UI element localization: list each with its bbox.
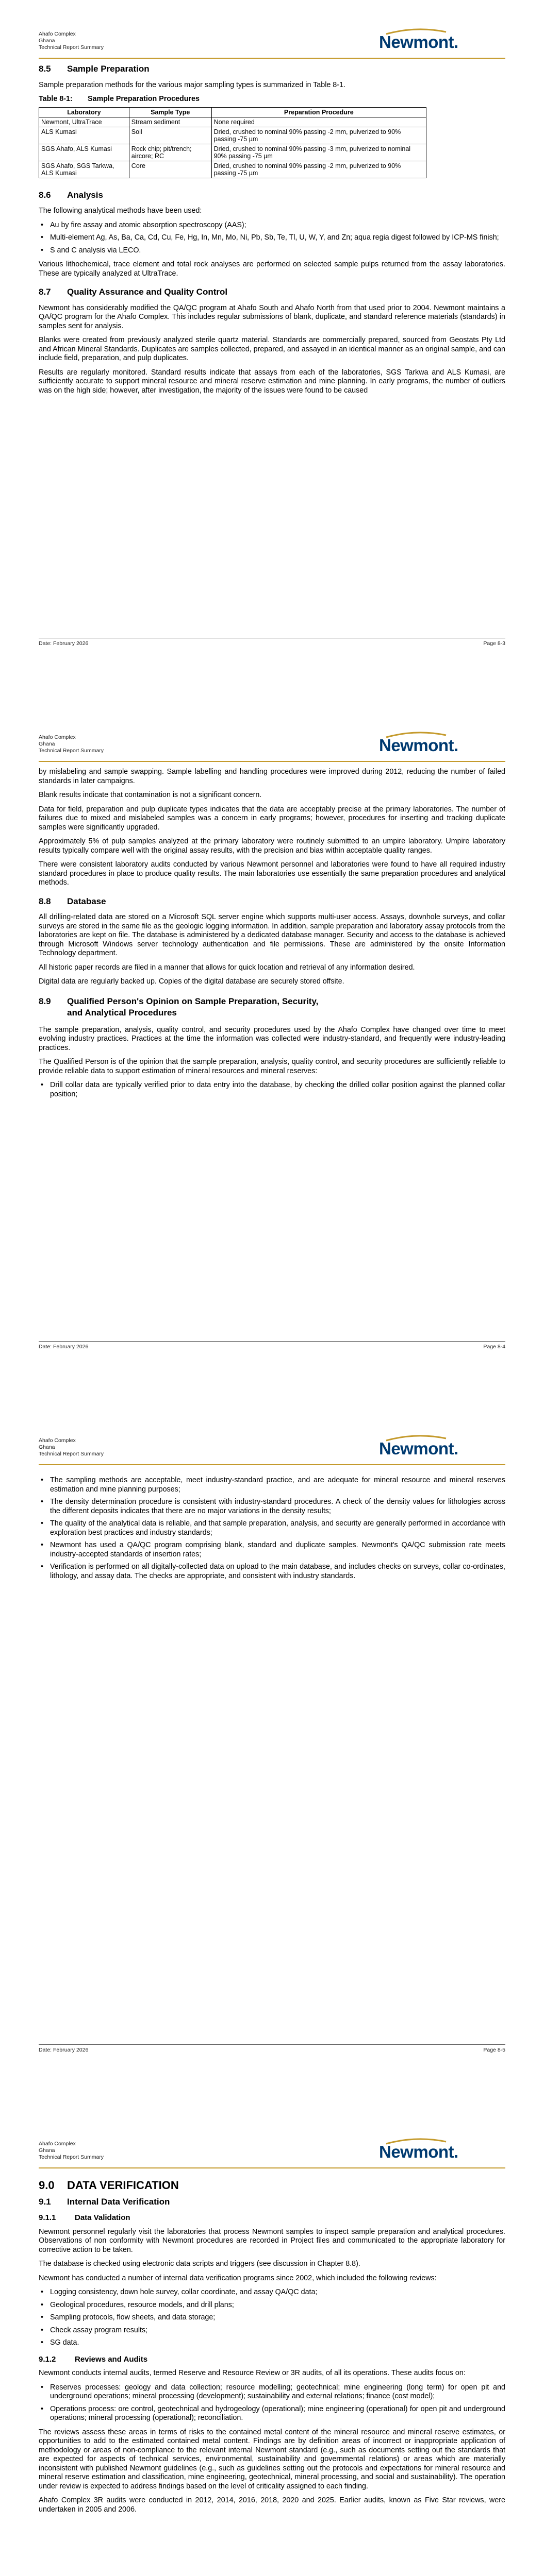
page-9-1 (0, 2110, 544, 2576)
list-item: • The sampling methods are acceptable, meet industry-standard practice, and are adequate for mineral resource and mineral reserves estimation and mine planning purposes; (39, 1476, 505, 1494)
newmont-logo: Newmont. (379, 736, 458, 755)
bullet-list (39, 221, 505, 256)
table-row: ALS Kumasi Soil Dried, crushed to nominal 90% passing -2 mm, pulverized to 90% passing -75 µm (39, 127, 426, 144)
paragraph: The sample preparation, analysis, quality control, and security procedures used by the Ahafo Complex have changed over time to meet evolving industry practices. Practices at the time the information was collected were industry-standard, and frequently were industry-leading practices. (39, 1025, 505, 1052)
page-content (39, 1476, 505, 1586)
bullet-list (39, 1081, 505, 1099)
paragraph: Newmont personnel regularly visit the laboratories that process Newmont samples to inspect sample preparation and analytical procedures. Observations of non conformity with Newmont procedures are recorded in Project files and communicated to the appropriate laboratory for corrective action to be taken. (39, 2227, 505, 2254)
paragraph: Data for field, preparation and pulp duplicate types indicates that the data are acceptably precise at the primary laboratories. The number of failures due to mixed and mislabeled samples was a concern in early programs; however, procedures for inserting and tracking duplicate samples were significantly upgraded. (39, 805, 505, 832)
list-item: • Newmont has used a QA/QC program comprising blank, standard and duplicate samples. Newmont's QA/QC submission rate meets industry-accepted standards of insertion rates; (39, 1541, 505, 1559)
logo-swoosh-icon (385, 1434, 447, 1442)
list-item: • Drill collar data are typically verified prior to data entry into the database, by checking the drilled collar position against the planned collar position; (39, 1081, 505, 1099)
footer-date: Date: February 2026 (39, 2047, 89, 2053)
footer-rule (39, 2044, 505, 2045)
logo-swoosh-icon (385, 731, 447, 738)
subsection-heading: 9.1.1 Data Validation (39, 2213, 130, 2222)
list-item: • Geological procedures, resource models, and drill plans; (39, 2301, 505, 2310)
list-item: • Verification is performed on all digitally-collected data on upload to the main database, and includes checks on surveys, collar co-ordinates, lithology, and assay data. The checks are appropriate, and consistent with industry standards. (39, 1563, 505, 1581)
paragraph: Results are regularly monitored. Standard results indicate that assays from each of the laboratories, SGS Tarkwa and ALS Kumasi, are sufficiently accurate to support mineral resource and mineral reserve estimation and mine planning. In early programs, the number of outliers was on the high side; however, after investigation, the majority of the issues were found to be caused (39, 368, 505, 395)
section-heading: 8.9 Qualified Person's Opinion on Sample Preparation, Security, and Analytical Procedures (39, 996, 319, 1018)
paragraph: All historic paper records are filed in a manner that allows for quick location and retrieval of any information desired. (39, 963, 415, 972)
page-number: Page 8-4 (483, 1344, 505, 1350)
bullet-list (39, 1476, 505, 1581)
paragraph: by mislabeling and sample swapping. Sample labelling and handling procedures were improved during 2012, reducing the number of failed standards in later campaigns. (39, 768, 505, 785)
list-item: • Au by fire assay and atomic absorption spectroscopy (AAS); (39, 221, 505, 230)
list-item: • Logging consistency, down hole survey, collar coordinate, and assay QA/QC data; (39, 2288, 505, 2297)
section-heading: 9.1 Internal Data Verification (39, 2196, 170, 2207)
table-caption: Table 8-1: Sample Preparation Procedures (39, 95, 200, 103)
list-item: • Multi-element Ag, As, Ba, Ca, Cd, Cu, Fe, Hg, In, Mn, Mo, Ni, Pb, Sb, Te, Tl, U, W, Y, and Zn; aqua regia digest followed by ICP-MS finish; (39, 233, 505, 243)
page-header-text: Ahafo Complex Ghana Technical Report Summary (39, 734, 104, 754)
header-rule (39, 58, 505, 59)
page-header-text: Ahafo Complex Ghana Technical Report Summary (39, 2141, 104, 2160)
list-item: • Reserves processes: geology and data collection; resource modelling; geotechnical; mine engineering (long term) for open pit and underground operations; mineral processing (development); sustainability and external relations; finance (cost model); (39, 2383, 505, 2401)
newmont-logo: Newmont. (379, 32, 458, 52)
paragraph: Newmont conducts internal audits, termed Reserve and Resource Review or 3R audits, of all its operations. These audits focus on: (39, 2369, 466, 2377)
paragraph: Digital data are regularly backed up. Copies of the digital database are securely stored offsite. (39, 977, 344, 986)
subsection-heading: 9.1.2 Reviews and Audits (39, 2354, 148, 2364)
page-8-5 (0, 1406, 544, 2110)
header-rule (39, 2167, 505, 2168)
page-8-4 (0, 703, 544, 1406)
paragraph: Blanks were created from previously analyzed sterile quartz material. Standards are commercially prepared, sourced from Geostats Pty Ltd and African Mineral Standards. Duplicates are samples collected, prepared, and assayed in an identical manner as an original sample, and can include field, preparation, and pulp duplicates. (39, 336, 505, 362)
list-item: • Sampling protocols, flow sheets, and data storage; (39, 2313, 505, 2323)
paragraph: The Qualified Person is of the opinion that the sample preparation, analysis, quality control, and security procedures are sufficiently reliable to provide reliable data to support estimation of mineral resources and mineral reserves: (39, 1058, 505, 1075)
footer-date: Date: February 2026 (39, 1344, 89, 1350)
paragraph: Various lithochemical, trace element and total rock analyses are performed on selected sample pulps returned from the assay laboratories. These are typically analyzed at UltraTrace. (39, 260, 505, 278)
header-rule (39, 1464, 505, 1465)
paragraph: The database is checked using electronic data scripts and triggers (see discussion in Chapter 8.8). (39, 2260, 360, 2268)
paragraph: Sample preparation methods for the various major sampling types is summarized in Table 8-1. (39, 80, 345, 89)
newmont-logo: Newmont. (379, 2142, 458, 2162)
page-content (39, 768, 505, 1104)
list-item: • The quality of the analytical data is reliable, and that sample preparation, analysis, and security are generally performed in accordance with exploration best practices and industry standards; (39, 1519, 505, 1537)
paragraph: There were consistent laboratory audits conducted by various Newmont personnel and laboratories were found to have all required industry standard procedures in place to produce quality results. The main laboratories use essentially the same preparation procedures and analytical methods. (39, 860, 505, 887)
list-item: • S and C analysis via LECO. (39, 246, 505, 256)
chapter-heading: 9.0 DATA VERIFICATION (39, 2179, 179, 2192)
sample-preparation-table (39, 107, 426, 178)
table-row: Newmont, UltraTrace Stream sediment None required (39, 117, 426, 127)
paragraph: Newmont has considerably modified the QA/QC program at Ahafo South and Ahafo North from that used prior to 2004. Newmont maintains a QA/QC program for the Ahafo Complex. This includes regular submissions of blank, duplicate, and standard reference materials (standards) in samples sent for analysis. (39, 303, 505, 330)
page-8-3 (0, 0, 544, 703)
list-item: • Operations process: ore control, geotechnical and hydrogeology (operational); mine engineering (operational) for open pit and underground operations; mineral processing (operational); reconciliation. (39, 2405, 505, 2423)
logo-swoosh-icon (385, 2138, 447, 2145)
page-header-text: Ahafo Complex Ghana Technical Report Summary (39, 1437, 104, 1457)
bullet-list (39, 2383, 505, 2423)
paragraph: Newmont has conducted a number of internal data verification programs since 2002, which included the following reviews: (39, 2274, 437, 2282)
header-rule (39, 761, 505, 762)
section-heading: 8.7 Quality Assurance and Quality Control (39, 287, 228, 297)
list-item: • The density determination procedure is consistent with industry-standard procedures. A check of the density values for lithologies across the different deposits indicates that there are no major variations in the density results; (39, 1498, 505, 1516)
table-header-row: Laboratory Sample Type Preparation Procedure (39, 107, 426, 117)
footer-rule (39, 1341, 505, 1342)
list-item: • SG data. (39, 2338, 505, 2348)
paragraph: Blank results indicate that contamination is not a significant concern. (39, 791, 262, 799)
paragraph: The following analytical methods have been used: (39, 207, 202, 215)
page-header-text: Ahafo Complex Ghana Technical Report Summary (39, 31, 104, 50)
page-number: Page 8-5 (483, 2047, 505, 2053)
paragraph: Ahafo Complex 3R audits were conducted in 2012, 2014, 2016, 2018, 2020 and 2025. Earlier audits, known as Five Star reviews, were undertaken in 2005 and 2006. (39, 2496, 505, 2514)
newmont-logo: Newmont. (379, 1439, 458, 1459)
section-heading: 8.6 Analysis (39, 190, 103, 200)
list-item: • Check assay program results; (39, 2326, 505, 2335)
page-content (39, 2181, 505, 2519)
paragraph: The reviews assess these areas in terms of risks to the contained metal content of the mineral resource and mineral reserve estimates, or opportunities to add to the estimated contained metal content. Findings are by definition areas of incorrect or inappropriate application of methodology or areas of non-compliance to the relevant internal Newmont standard (e.g., such as documents setting out the standards that are expected for aspects of technical services, environmental, sustainability and governmental relations) or areas which are materially inconsistent with published Newmont guidelines (e.g., such as guidelines setting out the protocols and expectations for mineral resource and mineral reserve estimation and classification, mine engineering, geotechnical, mineral processing, and social and sustainability). The operation under review is expected to address findings based on the level of criticality assigned to each finding. (39, 2428, 505, 2490)
paragraph: All drilling-related data are stored on a Microsoft SQL server engine which supports multi-user access. Assays, downhole surveys, and collar surveys are stored in the same file as the geologic logging information. In addition, sample preparation and laboratory assay protocols from the laboratories are kept on file. The database is administered by a dedicated database manager. Security and access to the database is achieved through Microsoft Windows server technology authentication and file permissions. These are administered by the onsite Information Technology department. (39, 913, 505, 957)
bullet-list (39, 2288, 505, 2348)
page-content (39, 64, 505, 400)
page-number: Page 8-3 (483, 640, 505, 647)
footer-date: Date: February 2026 (39, 640, 89, 647)
paragraph: Approximately 5% of pulp samples analyzed at the primary laboratory were routinely submitted to an umpire laboratory. Umpire laboratory results typically compare well with the original assay results, with the precision and bias within acceptable quality ranges. (39, 837, 505, 855)
section-heading: 8.5 Sample Preparation (39, 64, 150, 74)
table-row: SGS Ahafo, ALS Kumasi Rock chip; pit/trench; aircore; RC Dried, crushed to nominal 90% passing -3 mm, pulverized to nominal 90% passing -75 µm (39, 144, 426, 161)
table-row: SGS Ahafo, SGS Tarkwa, ALS Kumasi Core Dried, crushed to nominal 90% passing -2 mm, pulverized to 90% passing -75 µm (39, 161, 426, 178)
section-heading: 8.8 Database (39, 896, 106, 906)
logo-swoosh-icon (385, 28, 447, 35)
